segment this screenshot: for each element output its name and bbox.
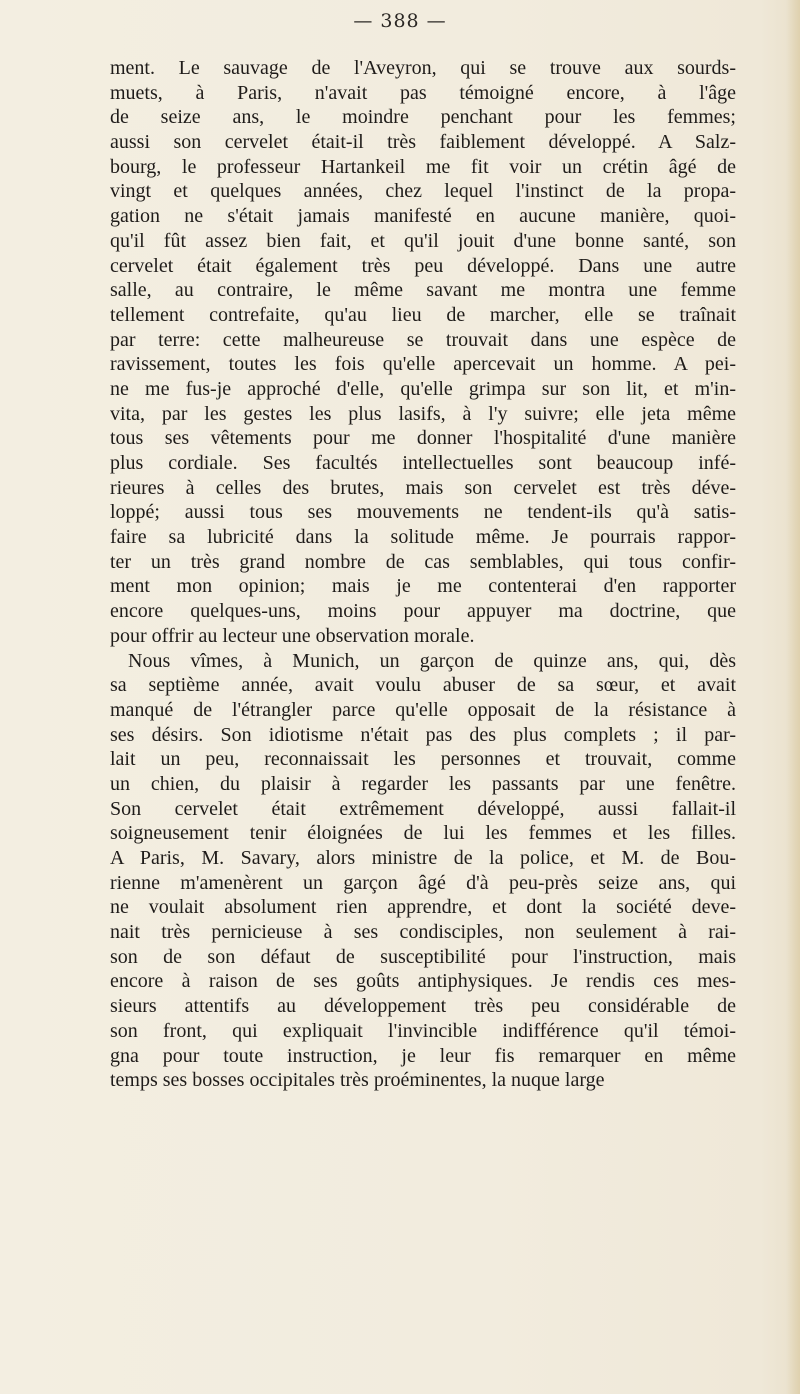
text-line: cervelet était également très peu développé. Dans une autre [110, 254, 736, 277]
text-line: rieures à celles des brutes, mais son cervelet est très déve- [110, 476, 736, 499]
text-line: ravissement, toutes les fois qu'elle apercevait un homme. A pei- [110, 353, 736, 376]
text-line: son front, qui expliquait l'invincible indifférence qu'il témoi- [110, 1019, 736, 1042]
text-line: un chien, du plaisir à regarder les passants par une fenêtre. [110, 772, 736, 795]
text-line: qu'il fût assez bien fait, et qu'il jouit d'une bonne santé, son [110, 229, 736, 252]
text-line: manqué de l'étrangler parce qu'elle opposait de la résistance à [110, 698, 736, 721]
text-line: faire sa lubricité dans la solitude même. Je pourrais rappor- [110, 526, 736, 549]
text-line: encore à raison de ses goûts antiphysiques. Je rendis ces mes- [110, 970, 736, 993]
paragraph-1 [110, 56, 736, 649]
text-line: ne me fus-je approché d'elle, qu'elle grimpa sur son lit, et m'in- [110, 377, 736, 400]
text-line: ses désirs. Son idiotisme n'était pas des plus complets ; il par- [110, 723, 736, 746]
text-line: ter un très grand nombre de cas semblables, qui tous confir- [110, 550, 736, 573]
text-line: gna pour toute instruction, je leur fis remarquer en même [110, 1044, 736, 1067]
text-line: nait très pernicieuse à ses condisciples, non seulement à rai- [110, 921, 736, 944]
page-edge-shadow [786, 0, 800, 1394]
text-line: gation ne s'était jamais manifesté en aucune manière, quoi- [110, 205, 736, 228]
paragraph-2 [110, 649, 736, 1093]
text-line: soigneusement tenir éloignées de lui les femmes et les filles. [110, 822, 736, 845]
text-line: aussi son cervelet était-il très faiblement développé. A Salz- [110, 131, 736, 154]
text-line: pour offrir au lecteur une observation morale. [110, 624, 475, 647]
text-line: vita, par les gestes les plus lasifs, à l'y suivre; elle jeta même [110, 402, 736, 425]
text-line: rienne m'amenèrent un garçon âgé d'à peu-près seize ans, qui [110, 871, 736, 894]
text-line: salle, au contraire, le même savant me montra une femme [110, 279, 736, 302]
text-line: ment. Le sauvage de l'Aveyron, qui se trouve aux sourds- [110, 57, 736, 79]
text-line: plus cordiale. Ses facultés intellectuelles sont beaucoup infé- [110, 452, 736, 474]
text-line: ment mon opinion; mais je me contenterai d'en rapporter [110, 575, 736, 598]
text-line: sa septième année, avait voulu abuser de sa sœur, et avait [110, 674, 736, 697]
text-line: vingt et quelques années, chez lequel l'instinct de la propa- [110, 180, 736, 203]
text-line: encore quelques-uns, moins pour appuyer ma doctrine, que [110, 600, 736, 623]
text-line: lait un peu, reconnaissait les personnes et trouvait, comme [110, 748, 736, 771]
text-line: tous ses vêtements pour me donner l'hospitalité d'une manière [110, 427, 736, 450]
text-line: sieurs attentifs au développement très peu considérable de [110, 995, 736, 1018]
text-line: son de son défaut de susceptibilité pour l'instruction, mais [110, 945, 736, 968]
text-line: Nous vîmes, à Munich, un garçon de quinze ans, qui, dès [128, 649, 736, 672]
text-line: temps ses bosses occipitales très proéminentes, la nuque large [110, 1069, 605, 1092]
text-line: bourg, le professeur Hartankeil me fit voir un crétin âgé de [110, 155, 736, 178]
text-line: muets, à Paris, n'avait pas témoigné encore, à l'âge [110, 81, 736, 104]
text-line: A Paris, M. Savary, alors ministre de la police, et M. de Bou- [110, 847, 736, 869]
page-number: — 388 — [353, 10, 447, 32]
body-text [110, 56, 736, 1093]
text-line: Son cervelet était extrêmement développé, aussi fallait-il [110, 797, 736, 820]
text-line: tellement contrefaite, qu'au lieu de marcher, elle se traînait [110, 303, 736, 326]
text-line: de seize ans, le moindre penchant pour les femmes; [110, 106, 736, 129]
text-line: loppé; aussi tous ses mouvements ne tendent-ils qu'à satis- [110, 501, 736, 524]
text-line: ne voulait absolument rien apprendre, et dont la société deve- [110, 896, 736, 919]
text-line: par terre: cette malheureuse se trouvait dans une espèce de [110, 328, 736, 351]
